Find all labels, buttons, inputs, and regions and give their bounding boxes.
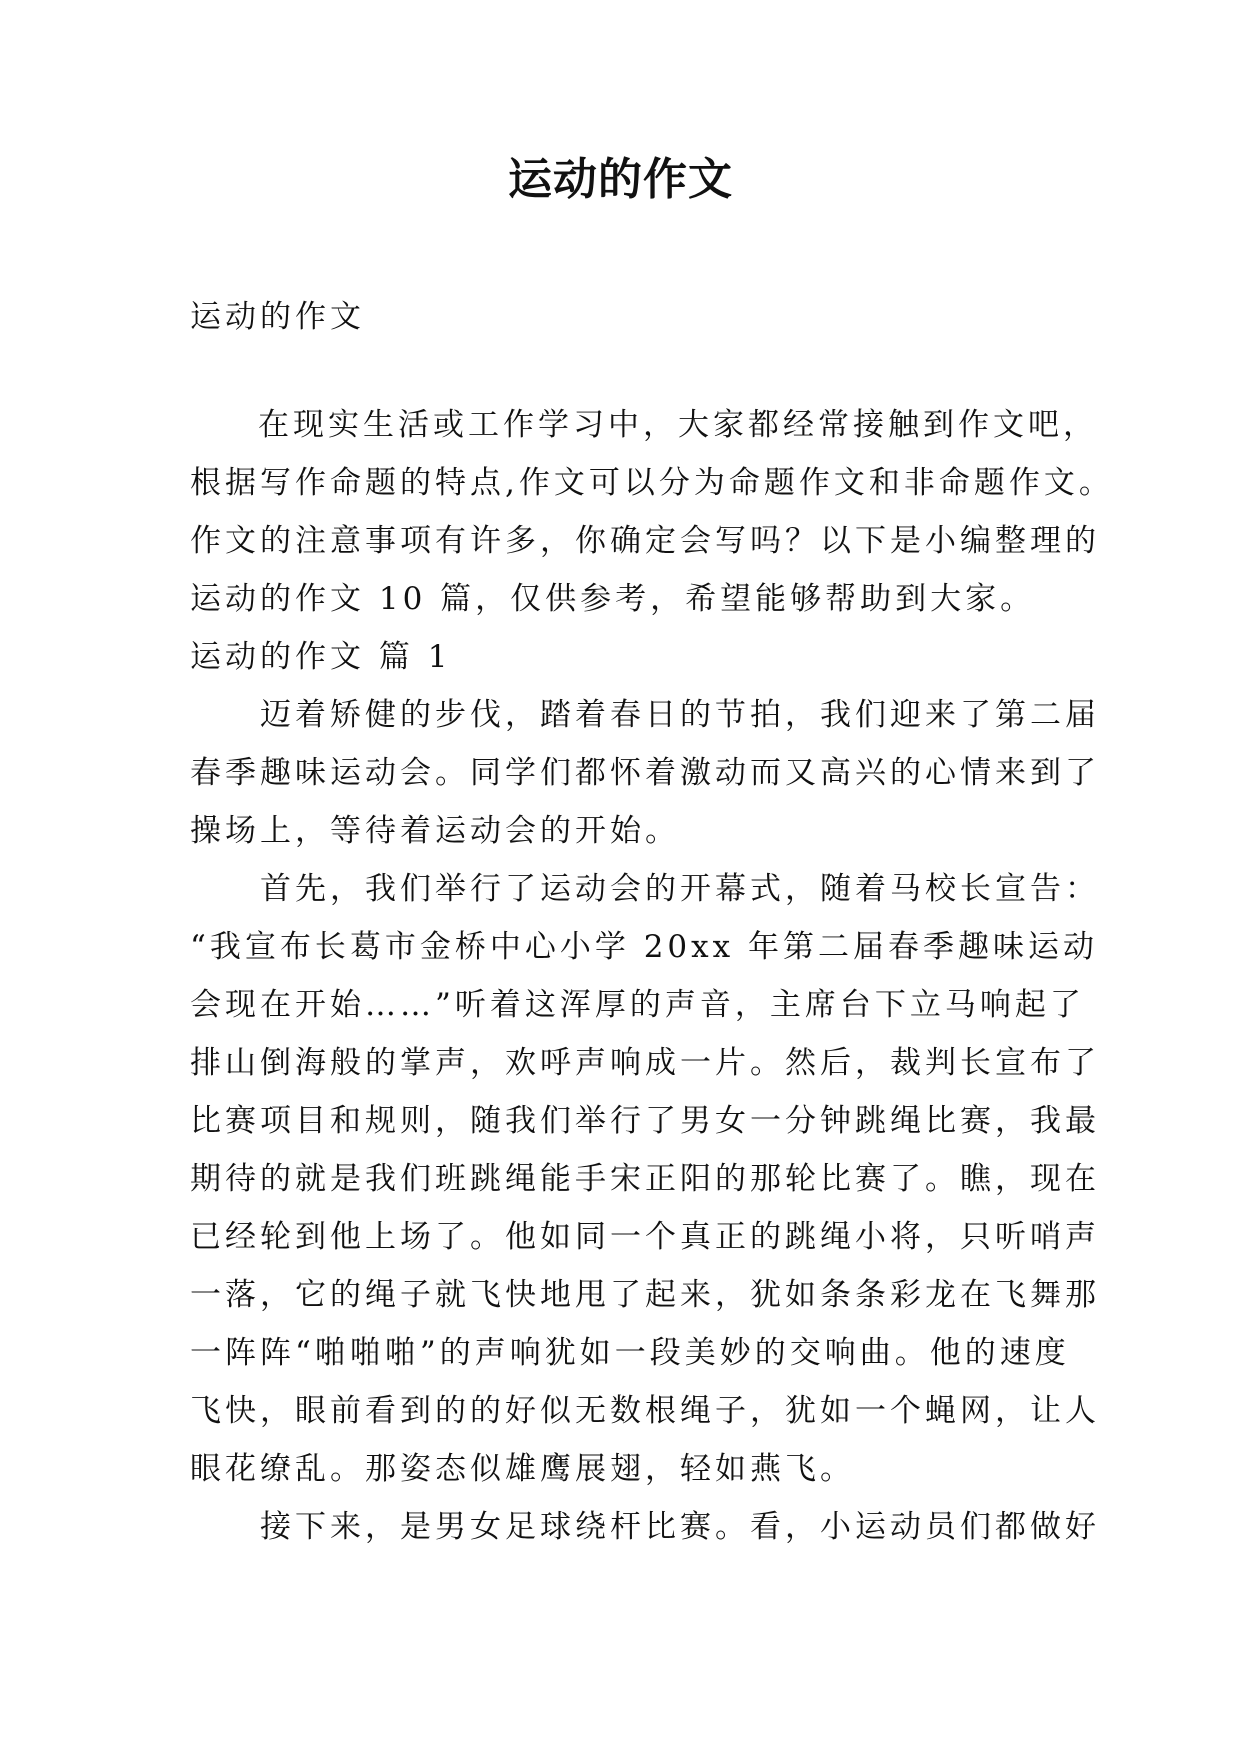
- intro-line: 运动的作文 10 篇，仅供参考，希望能够帮助到大家。: [190, 581, 1036, 617]
- paragraph-line: “我宣布长葛市金桥中心小学 20xx 年第二届春季趣味运动: [190, 929, 1098, 965]
- paragraph-line: 期待的就是我们班跳绳能手宋正阳的那轮比赛了。瞧，现在: [190, 1161, 1100, 1197]
- section-heading: 运动的作文 篇 1: [190, 639, 452, 675]
- paragraph-line: 春季趣味运动会。同学们都怀着激动而又高兴的心情来到了: [190, 755, 1100, 791]
- paragraph-line: 眼花缭乱。那姿态似雄鹰展翅，轻如燕飞。: [190, 1451, 855, 1487]
- paragraph-line: 操场上，等待着运动会的开始。: [190, 813, 680, 849]
- intro-line: 根据写作命题的特点,作文可以分为命题作文和非命题作文。: [190, 465, 1114, 501]
- paragraph-1: [190, 686, 1100, 860]
- paragraph-line: 已经轮到他上场了。他如同一个真正的跳绳小将，只听哨声: [190, 1219, 1100, 1255]
- paragraph-2: [190, 860, 1100, 1498]
- paragraph-line: 迈着矫健的步伐，踏着春日的节拍，我们迎来了第二届: [260, 697, 1100, 733]
- paragraph-line: 首先，我们举行了运动会的开幕式，随着马校长宣告：: [260, 871, 1100, 907]
- intro-paragraph: [190, 396, 1114, 628]
- paragraph-line: 比赛项目和规则，随我们举行了男女一分钟跳绳比赛，我最: [190, 1103, 1100, 1139]
- paragraph-line: 接下来，是男女足球绕杆比赛。看，小运动员们都做好: [260, 1509, 1100, 1545]
- intro-line: 在现实生活或工作学习中，大家都经常接触到作文吧，: [258, 407, 1098, 443]
- spacer: [190, 346, 1070, 396]
- paragraph-line: 飞快，眼前看到的的好似无数根绳子，犹如一个蝇网，让人: [190, 1393, 1100, 1429]
- document-body: [190, 288, 1114, 1556]
- paragraph-line: 排山倒海般的掌声，欢呼声响成一片。然后，裁判长宣布了: [190, 1045, 1100, 1081]
- paragraph-line: 一落，它的绳子就飞快地甩了起来，犹如条条彩龙在飞舞那: [190, 1277, 1100, 1313]
- paragraph-line: 一阵阵“啪啪啪”的声响犹如一段美妙的交响曲。他的速度: [190, 1335, 1070, 1371]
- paragraph-line: 会现在开始……”听着这浑厚的声音，主席台下立马响起了: [190, 987, 1085, 1023]
- document-subtitle: 运动的作文: [190, 299, 365, 335]
- intro-line: 作文的注意事项有许多，你确定会写吗？以下是小编整理的: [190, 523, 1100, 559]
- paragraph-3: [190, 1498, 1100, 1556]
- document-title: 运动的作文: [508, 154, 733, 205]
